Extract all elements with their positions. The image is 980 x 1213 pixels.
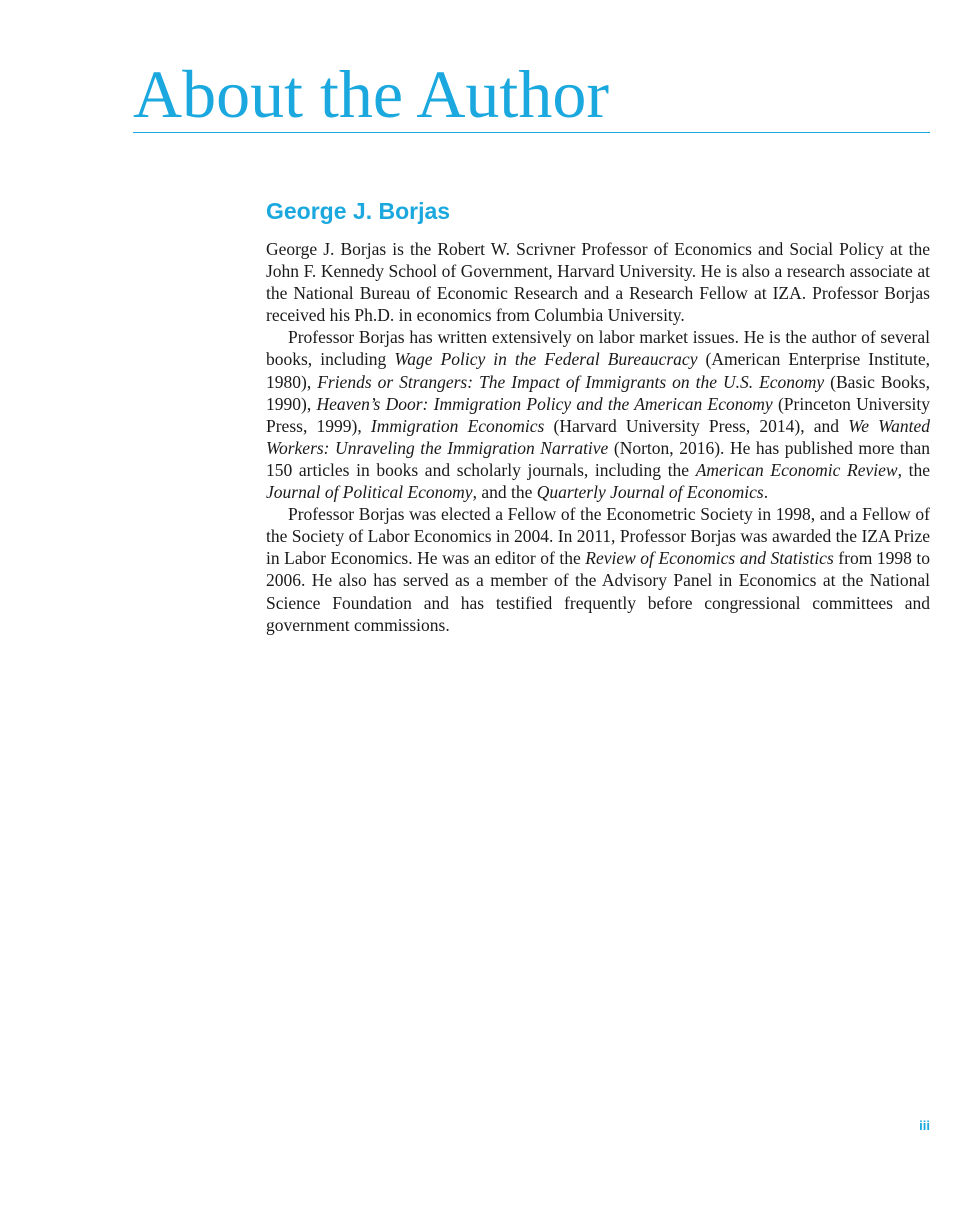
journal-title: American Economic Review [695,459,898,480]
bio-paragraph-1 [266,238,930,326]
bio-text: (Harvard University Press, 2014), and [544,415,849,436]
bio-paragraph-2 [266,326,930,503]
bio-text: (Princeton University Press, 1999), [266,393,930,436]
journal-title: Journal of Political Economy [266,482,473,503]
page-number: iii [919,1118,930,1133]
book-title: Wage Policy in the Federal Bureaucracy [394,349,698,370]
bio-text: , and the [472,482,537,503]
bio-text: (Basic Books, 1990), [266,371,930,414]
author-bio [266,238,930,636]
author-name: George J. Borjas [266,198,451,224]
journal-title: Quarterly Journal of Economics [536,482,764,503]
book-title: We Wanted Workers: Unraveling the Immigration Narrative [266,415,931,458]
bio-text: Professor Borjas was elected a Fellow of the Econometric Society in 1998, and a Fellow of the Society of Labor Economics in 2004. In 2011, Professor Borjas was awarded the IZA Prize in Labor Economics. He was an editor of the [266,504,930,569]
bio-text: (American Enterprise Institute, 1980), [266,349,930,392]
bio-text: (Norton, 2016). He has published more than 150 articles in books and scholarly journals, including the [266,437,931,480]
title-rule [133,132,930,133]
book-title: Friends or Strangers: The Impact of Immigrants on the U.S. Economy [317,371,825,392]
book-title: Immigration Economics [370,415,545,436]
bio-text: from 1998 to 2006. He also has served as a member of the Advisory Panel in Economics at the National Science Foundation and has testified frequently before congressional committees and government commissions. [266,548,930,635]
bio-paragraph-3 [266,503,930,636]
journal-title: Review of Economics and Statistics [585,548,834,569]
bio-text: George J. Borjas is the Robert W. Scrivner Professor of Economics and Social Policy at the John F. Kennedy School of Government, Harvard University. He is also a research associate at the National Bureau of Economic Research and a Research Fellow at IZA. Professor Borjas received his Ph.D. in economics from Columbia University. [266,239,930,326]
bio-text: Professor Borjas has written extensively on labor market issues. He is the author of several books, including [266,327,930,370]
page-title: About the Author [133,56,609,132]
bio-text: , the [897,459,930,480]
bio-text: . [763,482,769,503]
book-title: Heaven’s Door: Immigration Policy and the American Economy [316,393,773,414]
